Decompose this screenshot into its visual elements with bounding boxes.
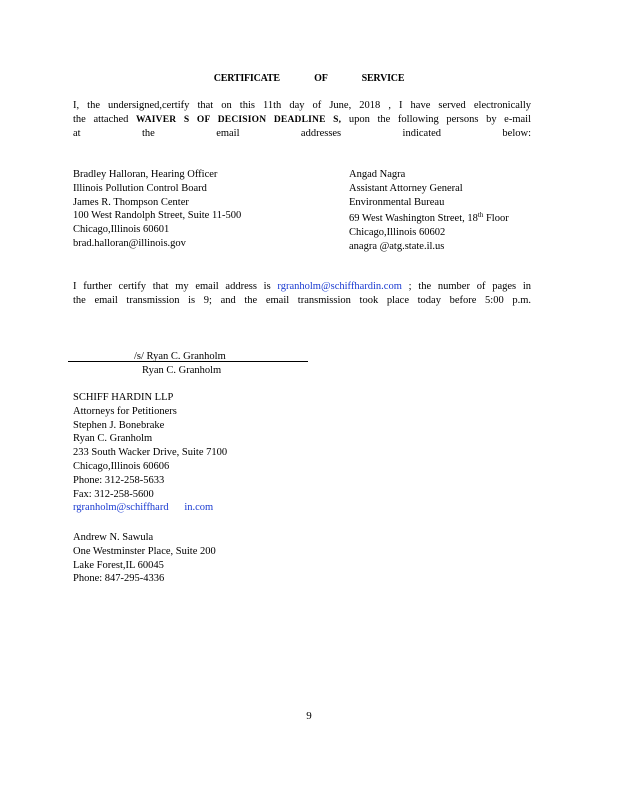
signature-line [68, 361, 308, 362]
recipient-line: James R. Thompson Center [73, 196, 189, 208]
document-title-reference: WAIVER S OF DECISION DEADLINE S, [136, 114, 342, 125]
attorney-line: Lake Forest,IL 60045 [73, 559, 164, 571]
firm-line: 233 South Wacker Drive, Suite 7100 [73, 447, 228, 459]
attorney-phone: Phone: 847-295-4336 [73, 573, 165, 585]
recipient-line: 100 West Randolph Street, Suite 11-500 [73, 210, 242, 222]
further-line-1: I further certify that my email address is rgranholm@schiffhardin.com ; the number of pages in [73, 281, 532, 292]
intro-line-1: I, the undersigned,certify that on this 11th day of June, 2018 , I have served electronically [73, 100, 531, 111]
second-attorney-block [73, 531, 216, 586]
recipient-line: Angad Nagra [349, 169, 406, 180]
recipient-line: Environmental Bureau [349, 196, 445, 208]
certifier-email-link[interactable]: rgranholm@schiffhardin.com [277, 281, 402, 292]
intro-line-2-pre: the attached [73, 113, 129, 125]
recipient-email: anagra @atg.state.il.us [349, 240, 445, 252]
intro-line-2 [73, 113, 531, 128]
firm-block [73, 391, 227, 515]
firm-phone: Phone: 312-258-5633 [73, 474, 165, 486]
signature-electronic: /s/ Ryan C. Granholm [134, 351, 226, 362]
firm-fax: Fax: 312-258-5600 [73, 488, 154, 500]
intro-paragraph [73, 99, 531, 141]
page-number: 9 [306, 710, 312, 722]
recipient-line: Illinois Pollution Control Board [73, 182, 207, 194]
intro-line-3: at the email addresses indicated below: [73, 128, 531, 139]
attorney-name: Andrew N. Sawula [73, 532, 154, 543]
recipient-line: Bradley Halloran, Hearing Officer [73, 169, 218, 180]
firm-line: Stephen J. Bonebrake [73, 419, 165, 431]
firm-line: Attorneys for Petitioners [73, 405, 177, 417]
firm-line: Chicago,Illinois 60606 [73, 460, 170, 472]
recipient-hearing-officer [73, 168, 241, 251]
recipient-line: Assistant Attorney General [349, 182, 463, 194]
intro-line-2-post: upon the following persons by e-mail [348, 113, 532, 125]
firm-line: Ryan C. Granholm [73, 433, 153, 445]
page-title: CERTIFICATE OF SERVICE [213, 73, 405, 84]
firm-email-link[interactable]: rgranholm@schiffhard in.com [73, 502, 214, 514]
further-line-2: the email transmission is 9; and the email transmission took place today before 5:00 p.m. [73, 294, 531, 306]
recipient-line: Chicago,Illinois 60602 [349, 227, 446, 239]
signature-printed-name: Ryan C. Granholm [142, 365, 222, 376]
firm-name: SCHIFF HARDIN LLP [73, 392, 174, 403]
further-certify-paragraph [73, 280, 531, 307]
recipient-email: brad.halloran@illinois.gov [73, 237, 186, 249]
recipient-attorney-general [349, 168, 509, 254]
attorney-line: One Westminster Place, Suite 200 [73, 545, 216, 557]
ordinal-superscript: th [477, 211, 484, 220]
recipient-address-line: 69 West Washington Street, 18th Floor [349, 211, 509, 225]
recipient-line: Chicago,Illinois 60601 [73, 224, 170, 236]
